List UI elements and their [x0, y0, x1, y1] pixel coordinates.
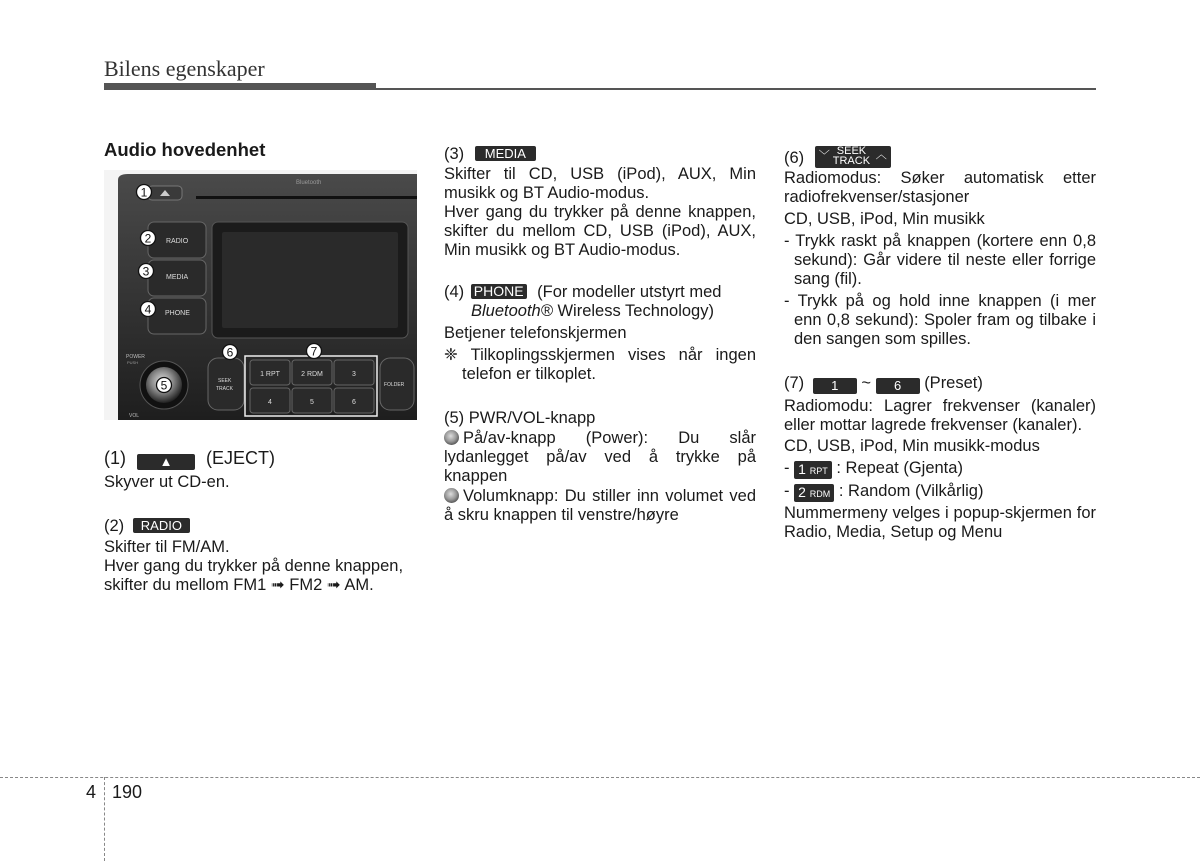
seek-heading [784, 146, 1096, 168]
preset-key-label: 6 [352, 399, 356, 406]
preset-paragraph-2: CD, USB, iPod, Min musikk-modus [784, 437, 1040, 455]
preset-button-1: 1 [813, 378, 857, 394]
page-header-title: Bilens egenskaper [104, 56, 265, 81]
preset-paragraph-1: Radiomodu: Lagrer frekvenser (kanaler) eller mottar lagrede frekvenser (kanaler). [784, 397, 1096, 434]
eject-heading [104, 448, 419, 470]
header-rule-thin [376, 88, 1096, 90]
preset-random-line: - 2 RDM : Random (Vilkårlig) [784, 482, 984, 500]
radio-line-2: Hver gang du trykker på denne knappen, [104, 557, 404, 575]
footer-rule [0, 777, 1200, 778]
callout-number: 7 [310, 344, 318, 359]
preset-number: (7) [784, 374, 805, 392]
preset-key-label: 2 RDM [301, 371, 323, 378]
seek-label-bottom: TRACK [832, 155, 871, 167]
preset-key-label: 4 [268, 399, 272, 406]
preset-key-label: 3 [352, 371, 356, 378]
preset-tilde: ~ [861, 374, 871, 392]
eject-description: Skyver ut CD-en. [104, 473, 230, 491]
callout-number: 4 [144, 302, 152, 317]
rpt-number: 1 [798, 461, 806, 477]
figure-vol-label: VOL [129, 413, 140, 419]
eject-label: (EJECT) [206, 448, 276, 468]
section-title: Audio hovedenhet [104, 139, 266, 160]
media-paragraph-1: Skifter til CD, USB (iPod), AUX, Min musikk og BT Audio-modus. [444, 165, 756, 202]
phone-heading [444, 283, 756, 321]
preset-repeat-line: - 1 RPT : Repeat (Gjenta) [784, 459, 963, 477]
eject-button-icon [137, 454, 195, 470]
eject-number: (1) [104, 448, 126, 468]
preset-heading [784, 374, 1096, 394]
chevron-up-icon: ︿ [875, 149, 887, 161]
audio-unit-figure [104, 170, 417, 420]
seek-bullet-2: - Trykk på og hold inne knappen (i mer enn 0,8 sekund): Spoler fram og tilbake i den sangen som spilles. [784, 292, 1096, 348]
column-3 [784, 146, 1096, 542]
figure-media-label: MEDIA [166, 274, 189, 281]
chevron-down-icon: ﹀ [818, 150, 830, 162]
phone-note: ❈ Tilkoplingsskjermen vises når ingen telefon er tilkoplet. [444, 346, 756, 383]
knob-icon [444, 488, 459, 503]
figure-phone-label: PHONE [165, 310, 190, 317]
phone-text-a: (For modeller utstyrt med [537, 283, 722, 301]
preset-label: (Preset) [924, 374, 983, 392]
media-button-label: MEDIA [475, 146, 536, 161]
callout-number: 2 [144, 231, 152, 246]
pwr-paragraph-1-text: På/av-knapp (Power): Du slår lydanlegget på/av ved å trykke på knappen [444, 429, 756, 485]
phone-number: (4) [444, 283, 465, 301]
seek-paragraph-1: Radiomodus: Søker automatisk etter radiofrekvenser/stasjoner [784, 169, 1096, 206]
media-heading [444, 145, 756, 164]
preset-key-label: 5 [310, 399, 314, 406]
preset-paragraph-3: Nummermeny velges i popup-skjermen for Radio, Media, Setup og Menu [784, 504, 1096, 541]
seek-paragraph-2: CD, USB, iPod, Min musikk [784, 210, 985, 228]
pwr-paragraph-1 [444, 429, 756, 486]
preset-key-label: 1 RPT [260, 371, 280, 378]
knob-icon [444, 430, 459, 445]
footer-margin-rule [104, 777, 105, 861]
figure-folder-label: FOLDER [384, 382, 405, 388]
pwr-paragraph-2 [444, 487, 756, 525]
footer-page-number: 190 [112, 782, 143, 802]
header-rule-thick [104, 83, 376, 90]
phone-bluetooth-italic: Bluetooth® [471, 302, 553, 320]
rpt-text: : Repeat (Gjenta) [836, 459, 963, 477]
footer-chapter-number: 4 [86, 782, 97, 802]
column-2 [444, 145, 756, 525]
figure-power-label: POWER [126, 354, 145, 360]
rdm-number: 2 [798, 484, 806, 500]
radio-heading [104, 517, 419, 536]
callout-number: 1 [140, 185, 148, 200]
radio-line-3: skifter du mellom FM1 ➟ FM2 ➟ AM. [104, 576, 374, 594]
eject-button-glyph: ▲ [159, 454, 173, 469]
seek-bullet-1: - Trykk raskt på knappen (kortere enn 0,8 sekund): Går videre til neste eller forrige sang (fil). [784, 232, 1096, 288]
radio-number: (2) [104, 517, 125, 535]
seek-label-top: SEEK [836, 145, 867, 157]
figure-push-label: PUSH [127, 360, 139, 365]
radio-button-label: RADIO [133, 518, 190, 533]
callout-number: 6 [226, 345, 234, 360]
figure-track-label: TRACK [216, 386, 233, 392]
rpt-button-icon [794, 461, 832, 479]
column-1-lower [104, 448, 419, 595]
seek-track-button-icon [815, 146, 891, 168]
figure-radio-label: RADIO [166, 238, 189, 245]
media-number: (3) [444, 145, 465, 163]
callout-number: 5 [160, 378, 168, 393]
preset-button-6: 6 [876, 378, 920, 394]
rdm-button-icon [794, 484, 834, 502]
media-paragraph-2: Hver gang du trykker på denne knappen, skifter du mellom CD, USB (iPod), AUX, Min musikk og BT Audio-modus. [444, 203, 756, 259]
radio-line-1: Skifter til FM/AM. [104, 538, 230, 556]
phone-text-c: Wireless Technology) [552, 302, 714, 320]
rpt-small: RPT [809, 466, 828, 476]
rdm-text: : Random (Vilkårlig) [838, 482, 984, 500]
callout-number: 3 [142, 264, 150, 279]
bluetooth-logo-text: Bluetooth [296, 180, 322, 186]
column-1 [104, 140, 419, 159]
seek-number: (6) [784, 149, 805, 167]
pwr-title: (5) PWR/VOL-knapp [444, 409, 596, 427]
phone-button-label: PHONE [471, 284, 527, 299]
figure-seek-label: SEEK [218, 378, 232, 384]
pwr-paragraph-2-text: Volumknapp: Du stiller inn volumet ved å skru knappen til venstre/høyre [444, 487, 756, 524]
phone-paragraph-2: Betjener telefonskjermen [444, 324, 627, 342]
rdm-small: RDM [809, 489, 831, 499]
